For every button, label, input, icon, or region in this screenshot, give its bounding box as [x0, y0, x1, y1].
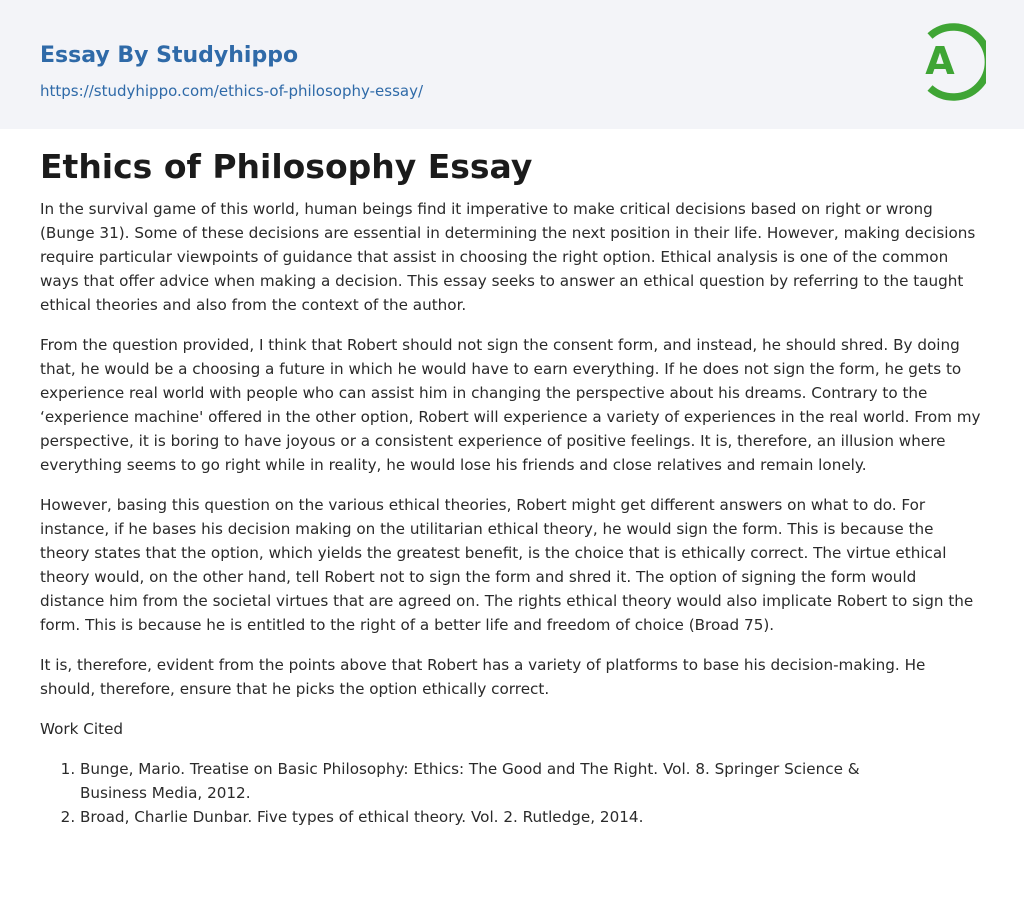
reference-item: 1. Bunge, Mario. Treatise on Basic Philosophy: Ethics: The Good and The Right. Vol. 8. Springer Science & Business Media, 2012.: [80, 757, 860, 805]
essay-content: [0, 129, 1024, 829]
reference-item: 2. Broad, Charlie Dunbar. Five types of ethical theory. Vol. 2. Rutledge, 2014.: [80, 805, 860, 829]
circle-a-logo-icon[interactable]: [914, 18, 986, 106]
essay-paragraph: It is, therefore, evident from the points above that Robert has a variety of platforms to base his decision-making. He should, therefore, ensure that he picks the option ethically correct.: [40, 656, 926, 698]
essay-paragraph: However, basing this question on the various ethical theories, Robert might get different answers on what to do. For instance, if he bases his decision making on the utilitarian ethical theory, he would sign the form. This is because the theory states that the option, which yields the greatest benefit, is the choice that is ethically correct. The virtue ethical theory would, on the other hand, tell Robert not to sign the form and shred it. The option of signing the form would distance him from the societal virtues that are agreed on. The rights ethical theory would also implicate Robert to sign the form. This is because he is entitled to the right of a better life and freedom of choice (Broad 75).: [40, 496, 974, 634]
page-title: Ethics of Philosophy Essay: [40, 147, 533, 186]
logo-letter: A: [925, 39, 955, 83]
references-list: [40, 757, 860, 829]
essay-paragraph: In the survival game of this world, human beings find it imperative to make critical decisions based on right or wrong (Bunge 31). Some of these decisions are essential in determining the next position in their life. However, making decisions require particular viewpoints of guidance that assist in choosing the right option. Ethical analysis is one of the common ways that offer advice when making a decision. This essay seeks to answer an ethical question by referring to the taught ethical theories and also from the context of the author.: [40, 200, 976, 314]
essay-paragraph: From the question provided, I think that Robert should not sign the consent form, and instead, he should shred. By doing that, he would be a choosing a future in which he would have to earn everything. If he does not sign the form, he gets to experience real world with people who can assist him in changing the perspective about his dreams. Contrary to the ‘experience machine' offered in the other option, Robert will experience a variety of experiences in the real world. From my perspective, it is boring to have joyous or a consistent experience of positive feelings. It is, therefore, an illusion where everything seems to go right while in reality, he would lose his friends and close relatives and remain lonely.: [40, 336, 981, 474]
essay-url-link[interactable]: https://studyhippo.com/ethics-of-philosophy-essay/: [40, 82, 424, 100]
works-cited-heading: Work Cited: [40, 720, 124, 738]
site-title: Essay By Studyhippo: [40, 43, 299, 68]
site-header: [0, 0, 1024, 129]
